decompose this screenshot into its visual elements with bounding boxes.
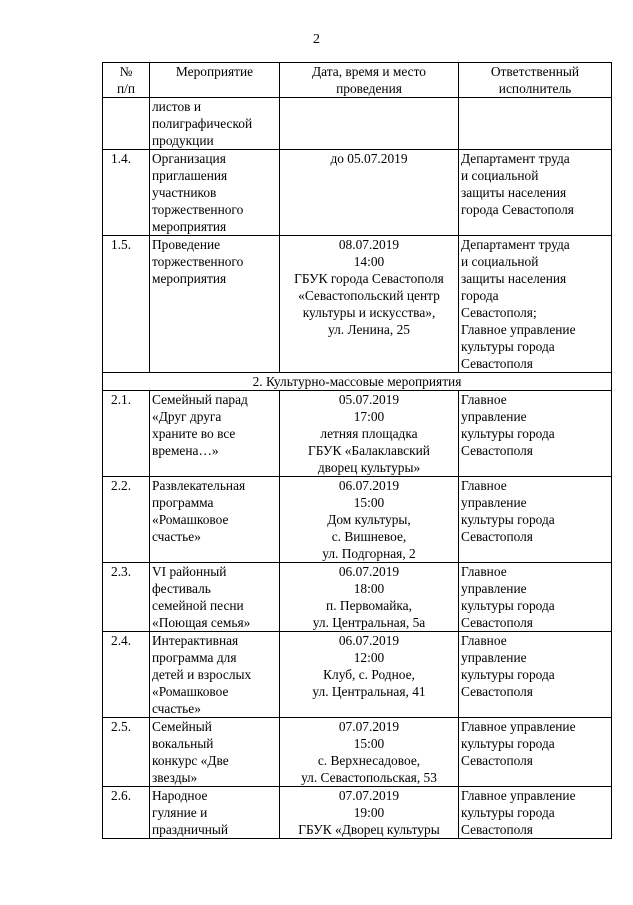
cell-line: Организация — [152, 151, 226, 166]
cell-line: Дом культуры, — [327, 512, 411, 527]
cell-line: и социальной — [461, 168, 539, 183]
cell-line: гуляние и — [152, 805, 208, 820]
cell-number: 2.3. — [103, 563, 150, 632]
cell-line: «Севастопольский центр — [298, 288, 440, 303]
cell-datetime — [280, 477, 459, 563]
table-header — [103, 63, 612, 98]
cell-line: Главное управление — [461, 322, 576, 337]
cell-number: 1.5. — [103, 236, 150, 373]
header-responsible — [459, 63, 612, 98]
cell-line: 06.07.2019 — [338, 564, 400, 579]
cell-line: Севастополя — [461, 684, 533, 699]
cell-line: мероприятия — [152, 219, 227, 234]
cell-line: 18:00 — [353, 581, 385, 596]
cell-line: «Ромашковое — [152, 684, 229, 699]
cell-event — [150, 98, 280, 150]
cell-line: до 05.07.2019 — [330, 151, 408, 166]
cell-line: семейной песни — [152, 598, 244, 613]
cell-line: Главное управление — [461, 788, 576, 803]
cell-line: Проведение — [152, 237, 221, 252]
cell-line: 07.07.2019 — [338, 719, 400, 734]
cell-line: Главное управление — [461, 719, 576, 734]
cell-responsible — [459, 563, 612, 632]
cell-line: 06.07.2019 — [338, 633, 400, 648]
cell-line: 14:00 — [353, 254, 385, 269]
cell-line: Главное — [461, 564, 507, 579]
cell-line: ГБУК «Дворец культуры — [298, 822, 440, 837]
cell-line: Дата, время и место — [312, 64, 426, 79]
cell-line: программа для — [152, 650, 237, 665]
cell-datetime — [280, 718, 459, 787]
cell-line: Севастополя — [461, 356, 533, 371]
cell-event — [150, 787, 280, 839]
cell-line: Департамент труда — [461, 151, 570, 166]
page-number: 2 — [313, 32, 320, 47]
cell-line: участников — [152, 185, 217, 200]
cell-line: счастье» — [152, 701, 201, 716]
cell-line: культуры города — [461, 339, 555, 354]
cell-number: 2.2. — [103, 477, 150, 563]
cell-line: 15:00 — [353, 495, 385, 510]
cell-line: 05.07.2019 — [338, 392, 400, 407]
table-row — [103, 787, 612, 839]
cell-line: культуры города — [461, 426, 555, 441]
cell-number: 2.1. — [103, 391, 150, 477]
events-table — [102, 62, 612, 839]
cell-line: «Поющая семья» — [152, 615, 251, 630]
cell-line: защиты населения — [461, 271, 567, 286]
cell-line: мероприятия — [152, 271, 227, 286]
header-num — [103, 63, 150, 98]
cell-line: 12:00 — [353, 650, 385, 665]
header-event — [150, 63, 280, 98]
cell-line: приглашения — [152, 168, 228, 183]
cell-number: 2.6. — [103, 787, 150, 839]
cell-line: Интерактивная — [152, 633, 239, 648]
cell-line: культуры города — [461, 736, 555, 751]
cell-line: Севастополя — [461, 443, 533, 458]
cell-number: 1.4. — [103, 150, 150, 236]
cell-line: Семейный — [152, 719, 212, 734]
cell-event — [150, 236, 280, 373]
cell-line: «Друг друга — [152, 409, 222, 424]
cell-line: ул. Центральная, 41 — [312, 684, 426, 699]
cell-line: ул. Центральная, 5а — [312, 615, 426, 630]
cell-line: торжественного — [152, 254, 244, 269]
cell-line: проведения — [336, 81, 402, 96]
cell-line: культуры города — [461, 512, 555, 527]
section-title: 2. Культурно-массовые мероприятия — [103, 373, 612, 391]
cell-line: вокальный — [152, 736, 214, 751]
cell-number: 2.5. — [103, 718, 150, 787]
cell-line: защиты населения — [461, 185, 567, 200]
table-row — [103, 150, 612, 236]
cell-responsible — [459, 477, 612, 563]
cell-line: ул. Севастопольская, 53 — [301, 770, 437, 785]
cell-line: летняя площадка — [320, 426, 418, 441]
table-row — [103, 563, 612, 632]
cell-line: фестиваль — [152, 581, 211, 596]
cell-responsible — [459, 98, 612, 150]
cell-line: программа — [152, 495, 214, 510]
cell-line: Развлекательная — [152, 478, 246, 493]
cell-responsible — [459, 718, 612, 787]
cell-line: счастье» — [152, 529, 201, 544]
cell-event — [150, 391, 280, 477]
cell-line: с. Верхнесадовое, — [317, 753, 421, 768]
cell-event — [150, 632, 280, 718]
cell-line: Департамент труда — [461, 237, 570, 252]
cell-line: и социальной — [461, 254, 539, 269]
cell-line: № — [119, 64, 133, 79]
cell-line: культуры города — [461, 667, 555, 682]
cell-line: времена…» — [152, 443, 219, 458]
cell-line: 06.07.2019 — [338, 478, 400, 493]
cell-line: детей и взрослых — [152, 667, 252, 682]
table-row — [103, 718, 612, 787]
cell-datetime — [280, 150, 459, 236]
cell-line: Севастополя — [461, 529, 533, 544]
cell-line: 07.07.2019 — [338, 788, 400, 803]
cell-line: торжественного — [152, 202, 244, 217]
section-row — [103, 373, 612, 391]
cell-line: ГБУК «Балаклавский — [308, 443, 430, 458]
cell-line: п/п — [116, 81, 136, 96]
cell-event — [150, 150, 280, 236]
cell-line: Севастополя; — [461, 305, 537, 320]
cell-line: конкурс «Две — [152, 753, 229, 768]
cell-line: Севастополя — [461, 753, 533, 768]
cell-responsible — [459, 632, 612, 718]
cell-event — [150, 477, 280, 563]
cell-responsible — [459, 236, 612, 373]
cell-datetime — [280, 236, 459, 373]
cell-line: ул. Подгорная, 2 — [322, 546, 416, 561]
cell-datetime — [280, 632, 459, 718]
cell-line: листов и — [152, 99, 201, 114]
header-datetime — [280, 63, 459, 98]
cell-event — [150, 718, 280, 787]
cell-datetime — [280, 787, 459, 839]
table-row — [103, 632, 612, 718]
table-row — [103, 477, 612, 563]
cell-datetime — [280, 98, 459, 150]
cell-line: Севастополя — [461, 822, 533, 837]
cell-line: дворец культуры» — [317, 460, 421, 475]
cell-line: города Севастополя — [461, 202, 574, 217]
table-row — [103, 236, 612, 373]
cell-line: полиграфической — [152, 116, 253, 131]
cell-number: 2.4. — [103, 632, 150, 718]
cell-line: п. Первомайка, — [326, 598, 412, 613]
cell-line: управление — [461, 409, 527, 424]
cell-line: 15:00 — [353, 736, 385, 751]
cell-event — [150, 563, 280, 632]
cell-line: ул. Ленина, 25 — [328, 322, 410, 337]
cell-line: управление — [461, 495, 527, 510]
cell-responsible — [459, 150, 612, 236]
cell-line: храните во все — [152, 426, 236, 441]
cell-line: «Ромашковое — [152, 512, 229, 527]
cell-line: Семейный парад — [152, 392, 248, 407]
cell-line: Главное — [461, 633, 507, 648]
cell-line: Главное — [461, 392, 507, 407]
cell-line: с. Вишневое, — [331, 529, 407, 544]
table-body — [103, 98, 612, 839]
cell-line: управление — [461, 650, 527, 665]
cell-line: 17:00 — [353, 409, 385, 424]
cell-line: праздничный — [152, 822, 229, 837]
cell-responsible — [459, 391, 612, 477]
cell-line: продукции — [152, 133, 214, 148]
cell-line: Севастополя — [461, 615, 533, 630]
cell-line: управление — [461, 581, 527, 596]
cell-line: Мероприятие — [175, 64, 254, 79]
cell-line: Ответственный — [490, 64, 580, 79]
cell-datetime — [280, 391, 459, 477]
cell-line: города — [461, 288, 499, 303]
cell-line: Главное — [461, 478, 507, 493]
cell-datetime — [280, 563, 459, 632]
cell-line: 19:00 — [353, 805, 385, 820]
header-row — [103, 63, 612, 98]
cell-line: культуры и искусства», — [302, 305, 436, 320]
cell-number — [103, 98, 150, 150]
cell-line: Клуб, с. Родное, — [323, 667, 415, 682]
cell-line: 08.07.2019 — [338, 237, 400, 252]
cell-line: Народное — [152, 788, 208, 803]
cell-line: культуры города — [461, 805, 555, 820]
table-row — [103, 98, 612, 150]
cell-line: VI районный — [152, 564, 227, 579]
cell-line: исполнитель — [498, 81, 572, 96]
table-row — [103, 391, 612, 477]
cell-line: культуры города — [461, 598, 555, 613]
cell-line: ГБУК города Севастополя — [294, 271, 444, 286]
cell-responsible — [459, 787, 612, 839]
cell-line: звезды» — [152, 770, 198, 785]
